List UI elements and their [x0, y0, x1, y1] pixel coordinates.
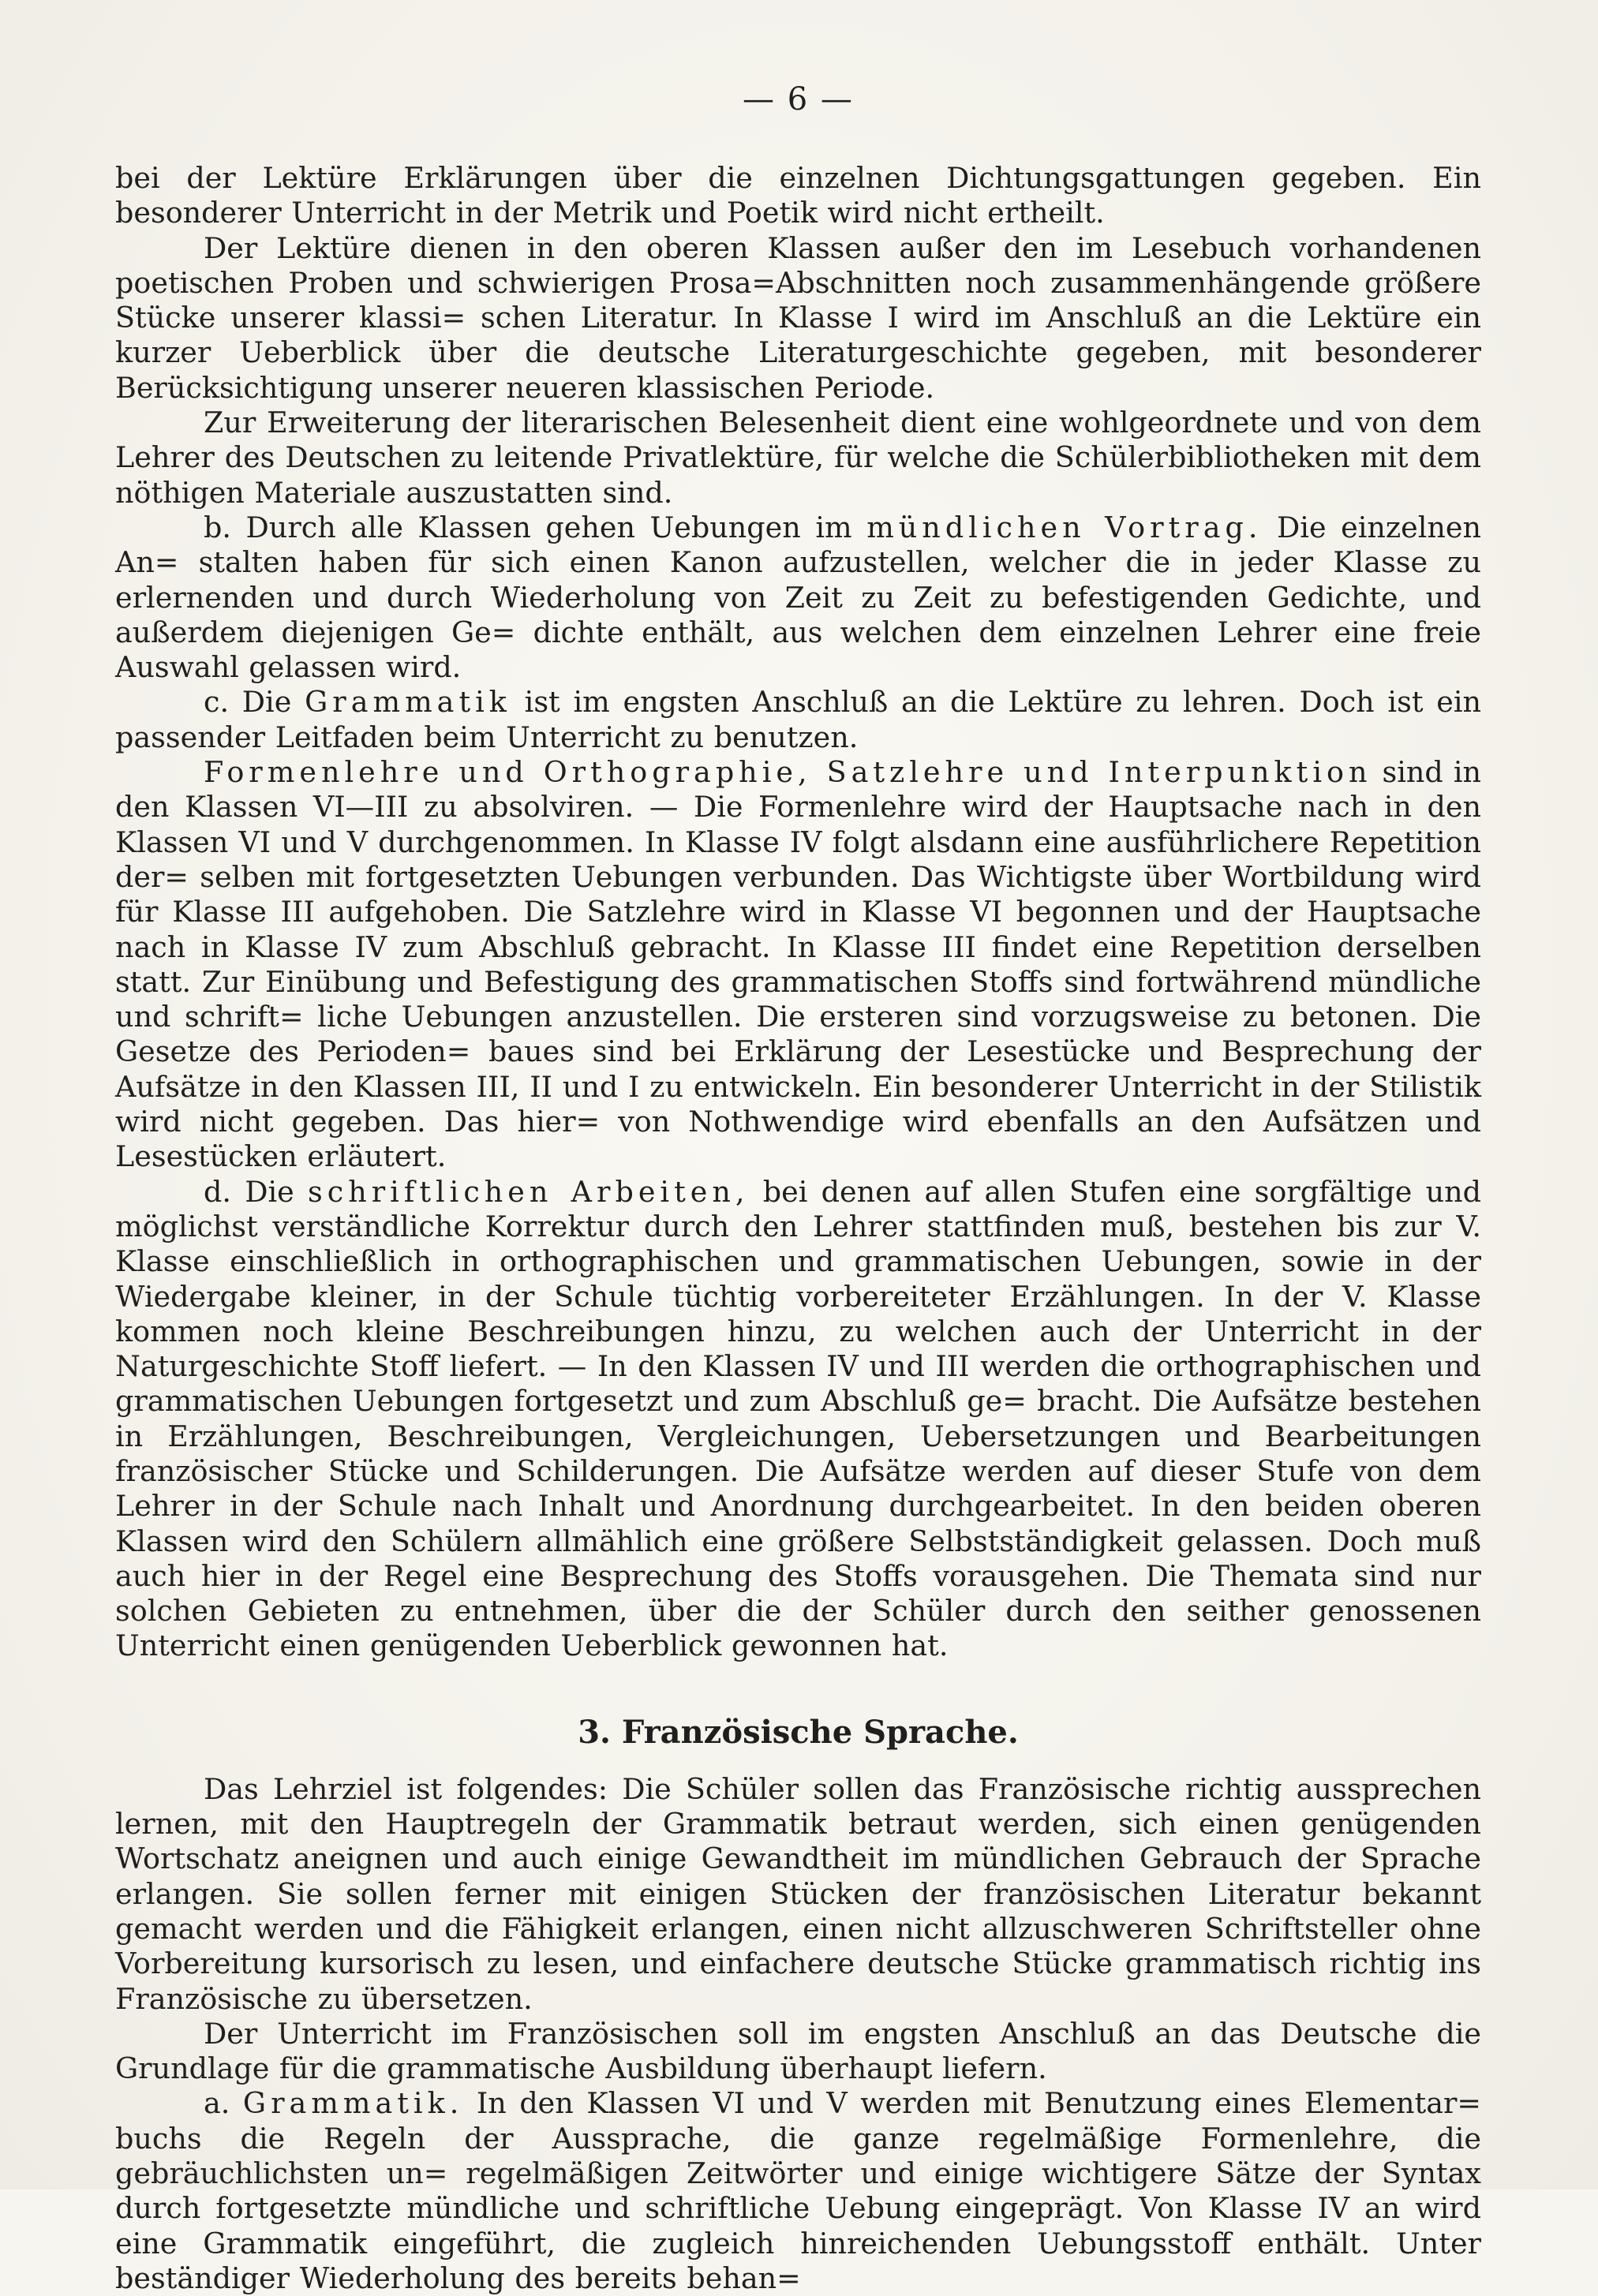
item-b-label: b.: [204, 510, 231, 544]
paragraph-lektuere: Der Lektüre dienen in den oberen Klassen außer den im Lesebuch vorhandenen poetischen Proben und schwierigen Prosa=Abschnitten noch zusammenhängende größere Stücke unserer klassi= schen Literatur. In Klasse I wird im Anschluß an die Lektüre ein kurzer Ueberblick über die deutsche Literaturgeschichte gegeben, mit besonderer Berücksichtigung unserer neueren klassischen Periode.: [115, 230, 1481, 405]
item-b-text-pre: Durch alle Klassen gehen Uebungen im: [245, 510, 852, 544]
paragraph-item-b: [115, 510, 1481, 685]
item-d-text-post: bei denen auf allen Stufen eine sorgfältige und möglichst verständliche Korrektur durch den Lehrer stattfinden muß, bestehen bis zur V. Klasse einschließlich in orthographischen und grammatischen Uebungen, sowie in der Wiedergabe kleiner, in der Schule tüchtig vorbereiteter Erzählungen. In der V. Klasse kommen noch kleine Beschreibungen hinzu, zu welchen auch der Unterricht in der Naturgeschichte Stoff liefert. — In den Klassen IV und III werden die orthographischen und grammatischen Uebungen fortgesetzt und zum Abschluß ge= bracht. Die Aufsätze bestehen in Erzählungen, Beschreibungen, Vergleichungen, Uebersetzungen und Bearbeitungen französischer Stücke und Schilderungen. Die Aufsätze werden auf dieser Stufe von dem Lehrer in der Schule nach Inhalt und Anordnung durchgearbeitet. In den beiden oberen Klassen wird den Schülern allmählich eine größere Selbstständigkeit gelassen. Doch muß auch hier in der Regel eine Besprechung des Stoffs vorausgehen. Die Themata sind nur solchen Gebieten zu entnehmen, über die der Schüler durch den seither genossenen Unterricht einen genügenden Ueberblick gewonnen hat.: [115, 1174, 1481, 1663]
item-d-text-pre: Die: [245, 1174, 294, 1209]
paragraph-item-a-grammatik: [115, 2086, 1481, 2296]
paragraph-formenlehre: [115, 755, 1481, 1175]
item-d-spaced-term: schriftlichen Arbeiten,: [308, 1174, 750, 1209]
paragraph-continuation: bei der Lektüre Erklärungen über die einzelnen Dichtungsgattungen gegeben. Ein besonderer Unterricht in der Metrik und Poetik wird nicht ertheilt.: [115, 161, 1481, 230]
item-a-label: a.: [204, 2086, 230, 2121]
item-a-text-post: In den Klassen VI und V werden mit Benutzung eines Elementar= buchs die Regeln der Aussprache, die ganze regelmäßige Formenlehre, die gebräuchlichsten un= regelmäßigen Zeitwörter und einige wichtigere Sätze der Syntax durch fortgesetzte mündliche und schriftliche Uebung eingeprägt. Von Klasse IV an wird eine Grammatik eingeführt, die zugleich hinreichenden Uebungsstoff enthält. Unter beständiger Wiederholung des bereits behan=: [115, 2086, 1481, 2295]
paragraph-lehrziel: Das Lehrziel ist folgendes: Die Schüler sollen das Französische richtig aussprechen lernen, mit den Hauptregeln der Grammatik betraut werden, sich einen genügenden Wortschatz aneignen und auch einige Gewandtheit im mündlichen Gebrauch der Sprache erlangen. Sie sollen ferner mit einigen Stücken der französischen Literatur bekannt gemacht werden und die Fähigkeit erlangen, einen nicht allzuschweren Schriftsteller ohne Vorbereitung kursorisch zu lesen, und einfachere deutsche Stücke grammatisch richtig ins Französische zu übersetzen.: [115, 1771, 1481, 2016]
formenlehre-text: sind in den Klassen VI—III zu absolviren. — Die Formenlehre wird der Hauptsache nach in den Klassen VI und V durchgenommen. In Klasse IV folgt alsdann eine ausführlichere Repetition der= selben mit fortgesetzten Uebungen verbunden. Das Wichtigste über Wortbildung wird für Klasse III aufgehoben. Die Satzlehre wird in Klasse VI begonnen und der Hauptsache nach in Klasse IV zum Abschluß gebracht. In Klasse III findet eine Repetition derselben statt. Zur Einübung und Befestigung des grammatischen Stoffs sind fortwährend mündliche und schrift= liche Uebungen anzustellen. Die ersteren sind vorzugsweise zu betonen. Die Gesetze des Perioden= baues sind bei Erklärung der Lesestücke und Besprechung der Aufsätze in den Klassen III, II und I zu entwickeln. Ein besonderer Unterricht in der Stilistik wird nicht gegeben. Das hier= von Nothwendige wird ebenfalls an den Aufsätzen und Lesestücken erläutert.: [115, 755, 1481, 1174]
paragraph-item-c: [115, 685, 1481, 755]
page-number: — 6 —: [743, 81, 854, 118]
paragraph-item-d: [115, 1175, 1481, 1664]
paragraph-unterricht: Der Unterricht im Französischen soll im engsten Anschluß an das Deutsche die Grundlage für die grammatische Ausbildung überhaupt liefern.: [115, 2016, 1481, 2086]
item-c-label: c.: [204, 685, 230, 720]
item-b-spaced-term: mündlichen Vortrag.: [866, 510, 1263, 544]
item-d-label: d.: [204, 1174, 231, 1209]
item-c-text-post: ist im engsten Anschluß an die Lektüre zu lehren. Doch ist ein passender Leitfaden beim Unterricht zu benutzen.: [115, 685, 1482, 754]
item-a-spaced-term: Grammatik.: [242, 2086, 464, 2121]
item-c-text-pre: Die: [241, 685, 292, 720]
paragraph-privatlektuere: Zur Erweiterung der literarischen Belesenheit dient eine wohlgeordnete und von dem Lehrer des Deutschen zu leitende Privatlektüre, für welche die Schülerbibliotheken mit dem nöthigen Materiale auszustatten sind.: [115, 406, 1481, 510]
section-heading-franzoesisch: 3. Französische Sprache.: [578, 1713, 1019, 1751]
formenlehre-spaced-term: Formenlehre und Orthographie, Satzlehre und Interpunktion: [204, 755, 1372, 790]
item-b-text-post: Die einzelnen An= stalten haben für sich einen Kanon aufzustellen, welcher die in jeder Klasse zu erlernenden und durch Wiederholung von Zeit zu Zeit zu befestigenden Gedichte, und außerdem diejenigen Ge= dichte enthält, aus welchen dem einzelnen Lehrer eine freie Auswahl gelassen wird.: [115, 510, 1482, 685]
item-c-spaced-term: Grammatik: [305, 685, 511, 720]
